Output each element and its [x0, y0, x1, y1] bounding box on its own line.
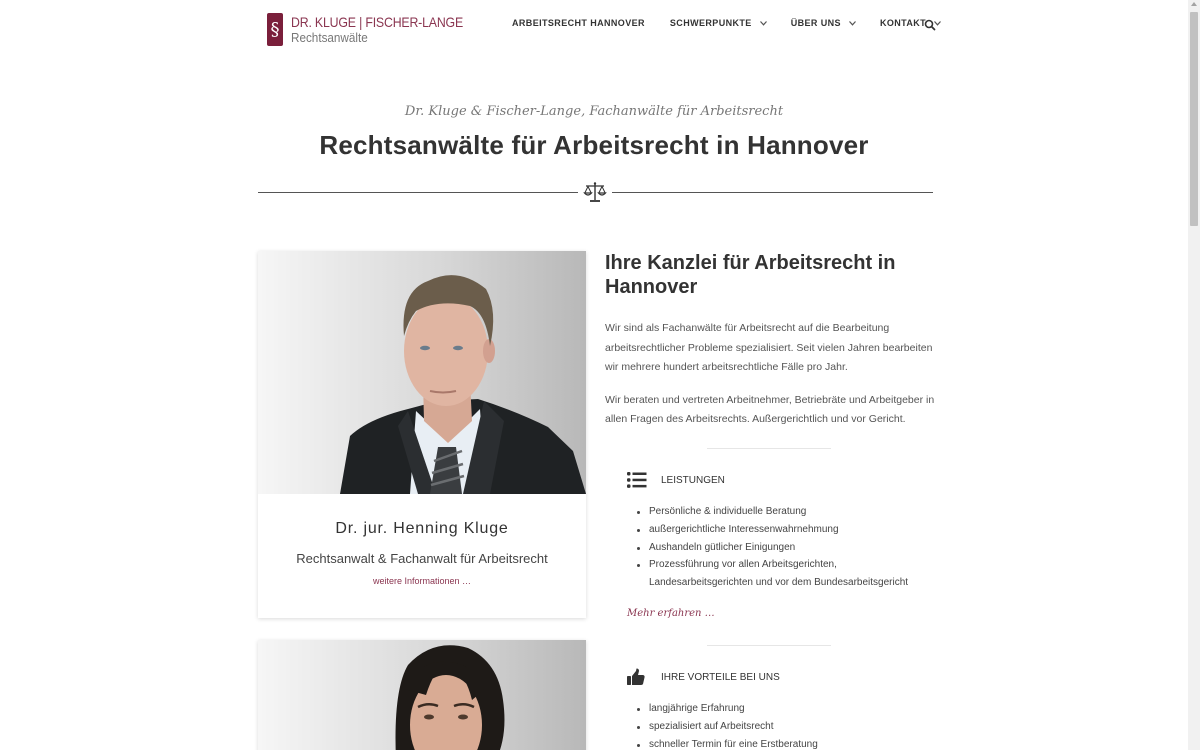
feature-heading-vorteile — [627, 668, 780, 686]
section-separator — [707, 645, 831, 646]
site-logo[interactable] — [267, 13, 486, 46]
page-scrollbar[interactable] — [1188, 0, 1200, 750]
lawyer-card — [258, 640, 586, 750]
scales-icon — [583, 180, 607, 204]
lawyer-name: Dr. jur. Henning Kluge — [335, 520, 509, 537]
nav-arbeitsrecht-hannover[interactable] — [512, 18, 645, 28]
logo-text — [291, 15, 486, 44]
list-item: spezialisiert auf Arbeitsrecht — [637, 718, 937, 736]
chevron-down-icon — [849, 19, 856, 28]
lawyer-card — [258, 251, 586, 618]
chevron-down-icon — [760, 19, 767, 28]
nav-label: ÜBER UNS — [790, 18, 841, 28]
logo-firm-name: DR. KLUGE | FISCHER-LANGE — [291, 14, 463, 30]
mehr-erfahren-link[interactable]: Mehr erfahren … — [627, 608, 715, 619]
list-item: Persönliche & individuelle Beratung — [637, 503, 937, 521]
nav-label: KONTAKT — [879, 18, 927, 28]
title-divider — [258, 180, 933, 204]
lawyer-role: Rechtsanwalt & Fachanwalt für Arbeitsrecht — [296, 551, 548, 566]
list-icon — [627, 471, 647, 489]
site-header — [0, 0, 1188, 50]
divider-line — [612, 192, 933, 193]
paragraph-sign-icon: § — [267, 13, 283, 46]
divider-line — [258, 192, 578, 193]
lawyer-photo — [258, 640, 586, 750]
page-title: Rechtsanwälte für Arbeitsrecht in Hannover — [319, 130, 869, 160]
scroll-thumb[interactable] — [1190, 12, 1198, 226]
list-item: schneller Termin für eine Erstberatung — [637, 736, 937, 750]
section-separator — [707, 448, 831, 449]
nav-label: SCHWERPUNKTE — [669, 18, 752, 28]
list-item: Prozessführung vor allen Arbeitsgerichten, Landesarbeitsgerichten und vor dem Bundesarbeitsgericht — [637, 556, 937, 592]
feature-label: LEISTUNGEN — [661, 474, 725, 486]
search-icon[interactable] — [924, 18, 936, 30]
intro-paragraph: Wir beraten und vertreten Arbeitnehmer, Betriebräte und Arbeitgeber in allen Fragen des Arbeitsrechts. Außergerichtlich und vor Gericht. — [605, 393, 935, 425]
more-info-link[interactable]: weitere Informationen … — [372, 576, 472, 586]
feature-label: IHRE VORTEILE BEI UNS — [661, 671, 780, 683]
logo-tagline: Rechtsanwälte — [291, 30, 368, 45]
main-nav — [512, 18, 941, 28]
thumbs-up-icon — [627, 668, 647, 686]
nav-label: ARBEITSRECHT HANNOVER — [512, 18, 645, 28]
list-item: außergerichtliche Interessenwahrnehmung — [637, 521, 937, 539]
advantages-list — [637, 700, 937, 750]
intro-paragraph: Wir sind als Fachanwälte für Arbeitsrecht auf die Bearbeitung arbeitsrechtlicher Probleme spezialisiert. Seit vielen Jahren bearbeiten wir mehrere hundert arbeitsrechtliche Fälle pro Jahr. — [605, 322, 933, 373]
services-list — [637, 503, 937, 592]
scroll-up-arrow-icon[interactable] — [1191, 2, 1197, 6]
list-item: langjährige Erfahrung — [637, 700, 937, 718]
lawyer-photo — [258, 251, 586, 494]
intro-section — [605, 251, 935, 430]
feature-heading-leistungen — [627, 471, 725, 489]
list-item: Aushandeln gütlicher Einigungen — [637, 539, 937, 557]
section-title: Ihre Kanzlei für Arbeitsrecht in Hannover — [605, 252, 896, 298]
nav-ueber-uns[interactable] — [791, 18, 856, 28]
nav-schwerpunkte[interactable] — [670, 18, 767, 28]
hero-kicker: Dr. Kluge & Fischer-Lange, Fachanwälte für Arbeitsrecht — [404, 104, 784, 119]
